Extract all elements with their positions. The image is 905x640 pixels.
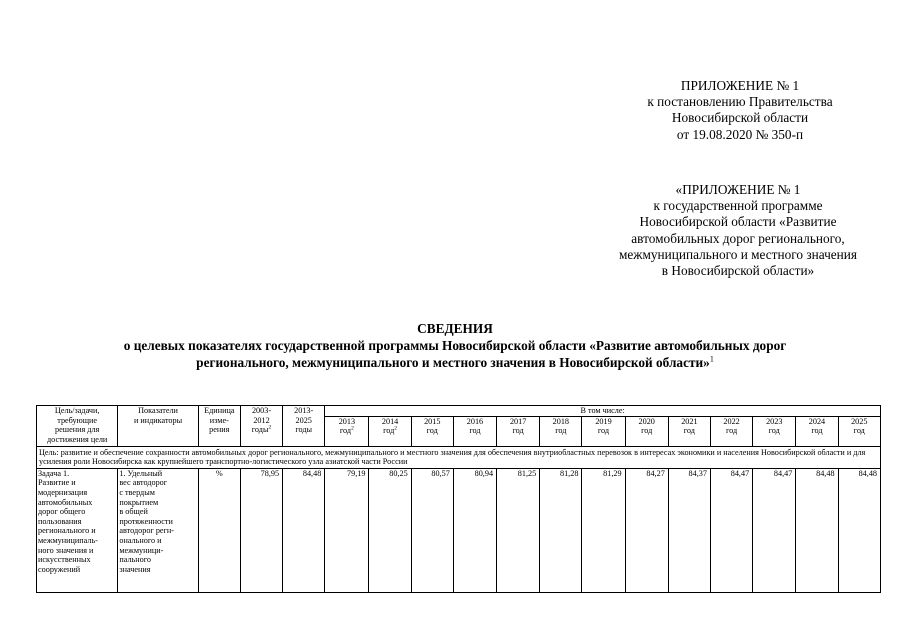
year-label	[583, 426, 623, 436]
value-2014: 80,25	[369, 468, 411, 592]
year-label-text: год	[469, 426, 481, 436]
header-line	[242, 425, 281, 435]
indicator-column-header	[118, 406, 198, 447]
task-line: искусственных	[38, 555, 91, 565]
year-label-text: год	[683, 426, 695, 436]
indicator-line: протяженности	[119, 516, 173, 526]
year-value: 2025	[851, 416, 868, 426]
unit-cell: %	[198, 468, 240, 592]
document-title	[40, 320, 870, 371]
year-header-2025	[838, 416, 880, 446]
period-2013-2025-header	[283, 406, 325, 447]
header-line: Цель/задачи,	[54, 406, 100, 415]
year-label-text: год	[853, 426, 865, 436]
year-label	[627, 426, 667, 436]
header-line: решения для	[55, 425, 100, 435]
year-header-2020	[625, 416, 668, 446]
footnote-mark: 2	[351, 425, 354, 432]
indicator-line: значения	[119, 564, 151, 574]
task-cell	[37, 468, 118, 592]
value-2024: 84,48	[796, 468, 838, 592]
indicator-line: покрытием	[119, 497, 159, 507]
annex-number: ПРИЛОЖЕНИЕ № 1	[680, 78, 800, 93]
year-header-2024	[796, 416, 838, 446]
year-value: 2020	[638, 416, 655, 426]
year-label	[670, 426, 709, 436]
year-label-text: год	[512, 426, 524, 436]
year-label-text: год	[339, 426, 352, 436]
header-line: изме-	[209, 415, 229, 425]
task-line: сооружений	[38, 564, 81, 574]
year-header-2019	[582, 416, 625, 446]
title-footnote-mark: 1	[709, 354, 714, 364]
year-value: 2016	[466, 416, 484, 426]
year-header-2014	[369, 416, 411, 446]
value-2019: 81,29	[582, 468, 625, 592]
task-line: дорог общего	[38, 507, 86, 517]
annex-to-resolution: к постановлению Правительства	[647, 94, 833, 110]
program-annex	[580, 182, 896, 279]
year-label	[754, 426, 794, 436]
year-label-text: год	[426, 426, 438, 436]
year-header-2015	[411, 416, 453, 446]
year-value: 2022	[723, 416, 740, 426]
year-value: 2013	[338, 416, 356, 426]
including-header: В том числе:	[325, 406, 881, 417]
header-text: 2012	[253, 415, 270, 425]
year-label-text: год	[641, 426, 653, 436]
task-line: Развитие и	[38, 478, 76, 488]
title-line: о целевых показателях государственной программы Новосибирской области «Развитие автомобильных дорог	[123, 338, 787, 353]
year-header-2017	[497, 416, 540, 446]
header-row-1	[37, 406, 881, 417]
year-value: 2023	[766, 416, 783, 426]
year-header-2023	[753, 416, 796, 446]
title-line: регионального, межмуниципального и местного значения в Новосибирской области»	[196, 355, 710, 370]
value-2017: 81,25	[497, 468, 540, 592]
program-annex-line: Новосибирской области «Развитие	[639, 214, 837, 230]
year-label	[840, 426, 879, 436]
year-header-2022	[710, 416, 752, 446]
year-value: 2015	[424, 416, 441, 426]
goal-text: Цель: развитие и обеспечение сохранности автомобильных дорог регионального, межмуниципального и местного значения для обеспечения внутриобластных перевозок в интересах экономики и населения Новосибирской области и для усиления роли Новосибирска как крупнейшего транспортно-логистического узла азиатской части России	[37, 446, 881, 468]
indicator-line: пального	[119, 555, 151, 565]
goal-row	[37, 446, 881, 468]
year-label	[797, 426, 836, 436]
header-line	[242, 416, 281, 426]
unit-column-header	[198, 406, 240, 447]
indicator-line: автодорог регн-	[119, 526, 175, 536]
value-2023: 84,47	[753, 468, 796, 592]
program-annex-line: автомобильных дорог регионального,	[631, 230, 845, 246]
task-row	[37, 468, 881, 592]
year-label-text: год	[555, 426, 567, 436]
year-label	[712, 426, 751, 436]
value-2025: 84,48	[838, 468, 880, 592]
task-line: ного значения и	[38, 545, 94, 555]
indicators-table-wrapper	[36, 405, 881, 593]
program-annex-line: к государственной программе	[653, 198, 823, 214]
header-line	[242, 406, 281, 416]
header-line: достижения цели	[47, 434, 108, 444]
year-label-text: год	[597, 426, 610, 436]
year-label-text: год	[383, 426, 395, 436]
value-2013-2025: 84,48	[283, 468, 325, 592]
year-label	[498, 426, 538, 436]
task-line: межмуниципаль-	[38, 535, 98, 545]
task-line: пользования	[38, 516, 82, 526]
period-2003-2012-header	[240, 406, 282, 447]
year-label	[370, 426, 409, 436]
value-2013: 79,19	[325, 468, 369, 592]
year-header-2016	[453, 416, 496, 446]
year-header-2018	[540, 416, 582, 446]
indicator-line: онального и	[119, 535, 162, 545]
header-line: 2013-	[294, 406, 314, 415]
year-value: 2019	[595, 416, 612, 426]
title-main: СВЕДЕНИЯ	[417, 321, 493, 336]
header-text: 2003-	[251, 406, 272, 415]
goal-column-header	[37, 406, 118, 447]
header-line: рения	[209, 425, 230, 435]
year-label-text: год	[768, 426, 780, 436]
header-line: и индикаторы	[133, 415, 183, 425]
task-line: регионального и	[38, 526, 96, 536]
value-2003-2012: 78,95	[240, 468, 282, 592]
indicator-line: с твердым	[119, 487, 155, 497]
footnote-mark: 2	[394, 425, 398, 432]
year-label	[413, 426, 452, 436]
year-label-text: год	[811, 426, 823, 436]
program-annex-line: межмуниципального и местного значения	[618, 246, 858, 262]
indicator-line: вес автодорог	[119, 478, 168, 488]
header-text: годы	[251, 425, 269, 435]
task-line: Задача 1.	[38, 468, 70, 478]
indicator-line: межмуници-	[119, 545, 164, 555]
value-2016: 80,94	[453, 468, 496, 592]
value-2021: 84,37	[668, 468, 710, 592]
year-value: 2021	[681, 416, 698, 426]
task-line: автомобильных	[38, 497, 93, 507]
header-line: годы	[295, 425, 313, 435]
year-value: 2018	[552, 416, 569, 426]
indicator-cell	[118, 468, 198, 592]
annex-region: Новосибирской области	[671, 110, 809, 126]
program-annex-number: «ПРИЛОЖЕНИЕ № 1	[675, 182, 801, 197]
year-value: 2024	[808, 416, 826, 426]
task-line: модернизация	[38, 487, 88, 497]
header-line: Показатели	[138, 406, 178, 415]
indicator-line: в общей	[119, 507, 148, 517]
year-label	[541, 426, 580, 436]
year-value: 2017	[509, 416, 527, 426]
header-line: 2025	[295, 415, 312, 425]
header-line: Единица	[204, 406, 235, 415]
indicator-line: 1. Удельный	[119, 468, 163, 478]
year-label-text: год	[725, 426, 738, 436]
year-header-2021	[668, 416, 710, 446]
value-2022: 84,47	[710, 468, 752, 592]
program-annex-line: в Новосибирской области»	[661, 263, 815, 279]
value-2020: 84,27	[625, 468, 668, 592]
annex-date-number: от 19.08.2020 № 350-п	[676, 126, 804, 142]
header-line: требующие	[57, 415, 98, 425]
annex-header	[590, 78, 890, 143]
year-label	[455, 426, 495, 436]
footnote-mark: 2	[268, 424, 272, 431]
year-value: 2014	[381, 416, 399, 426]
value-2015: 80,57	[411, 468, 453, 592]
indicators-table	[36, 405, 881, 593]
value-2018: 81,28	[540, 468, 582, 592]
year-label	[326, 426, 367, 436]
year-header-2013	[325, 416, 369, 446]
